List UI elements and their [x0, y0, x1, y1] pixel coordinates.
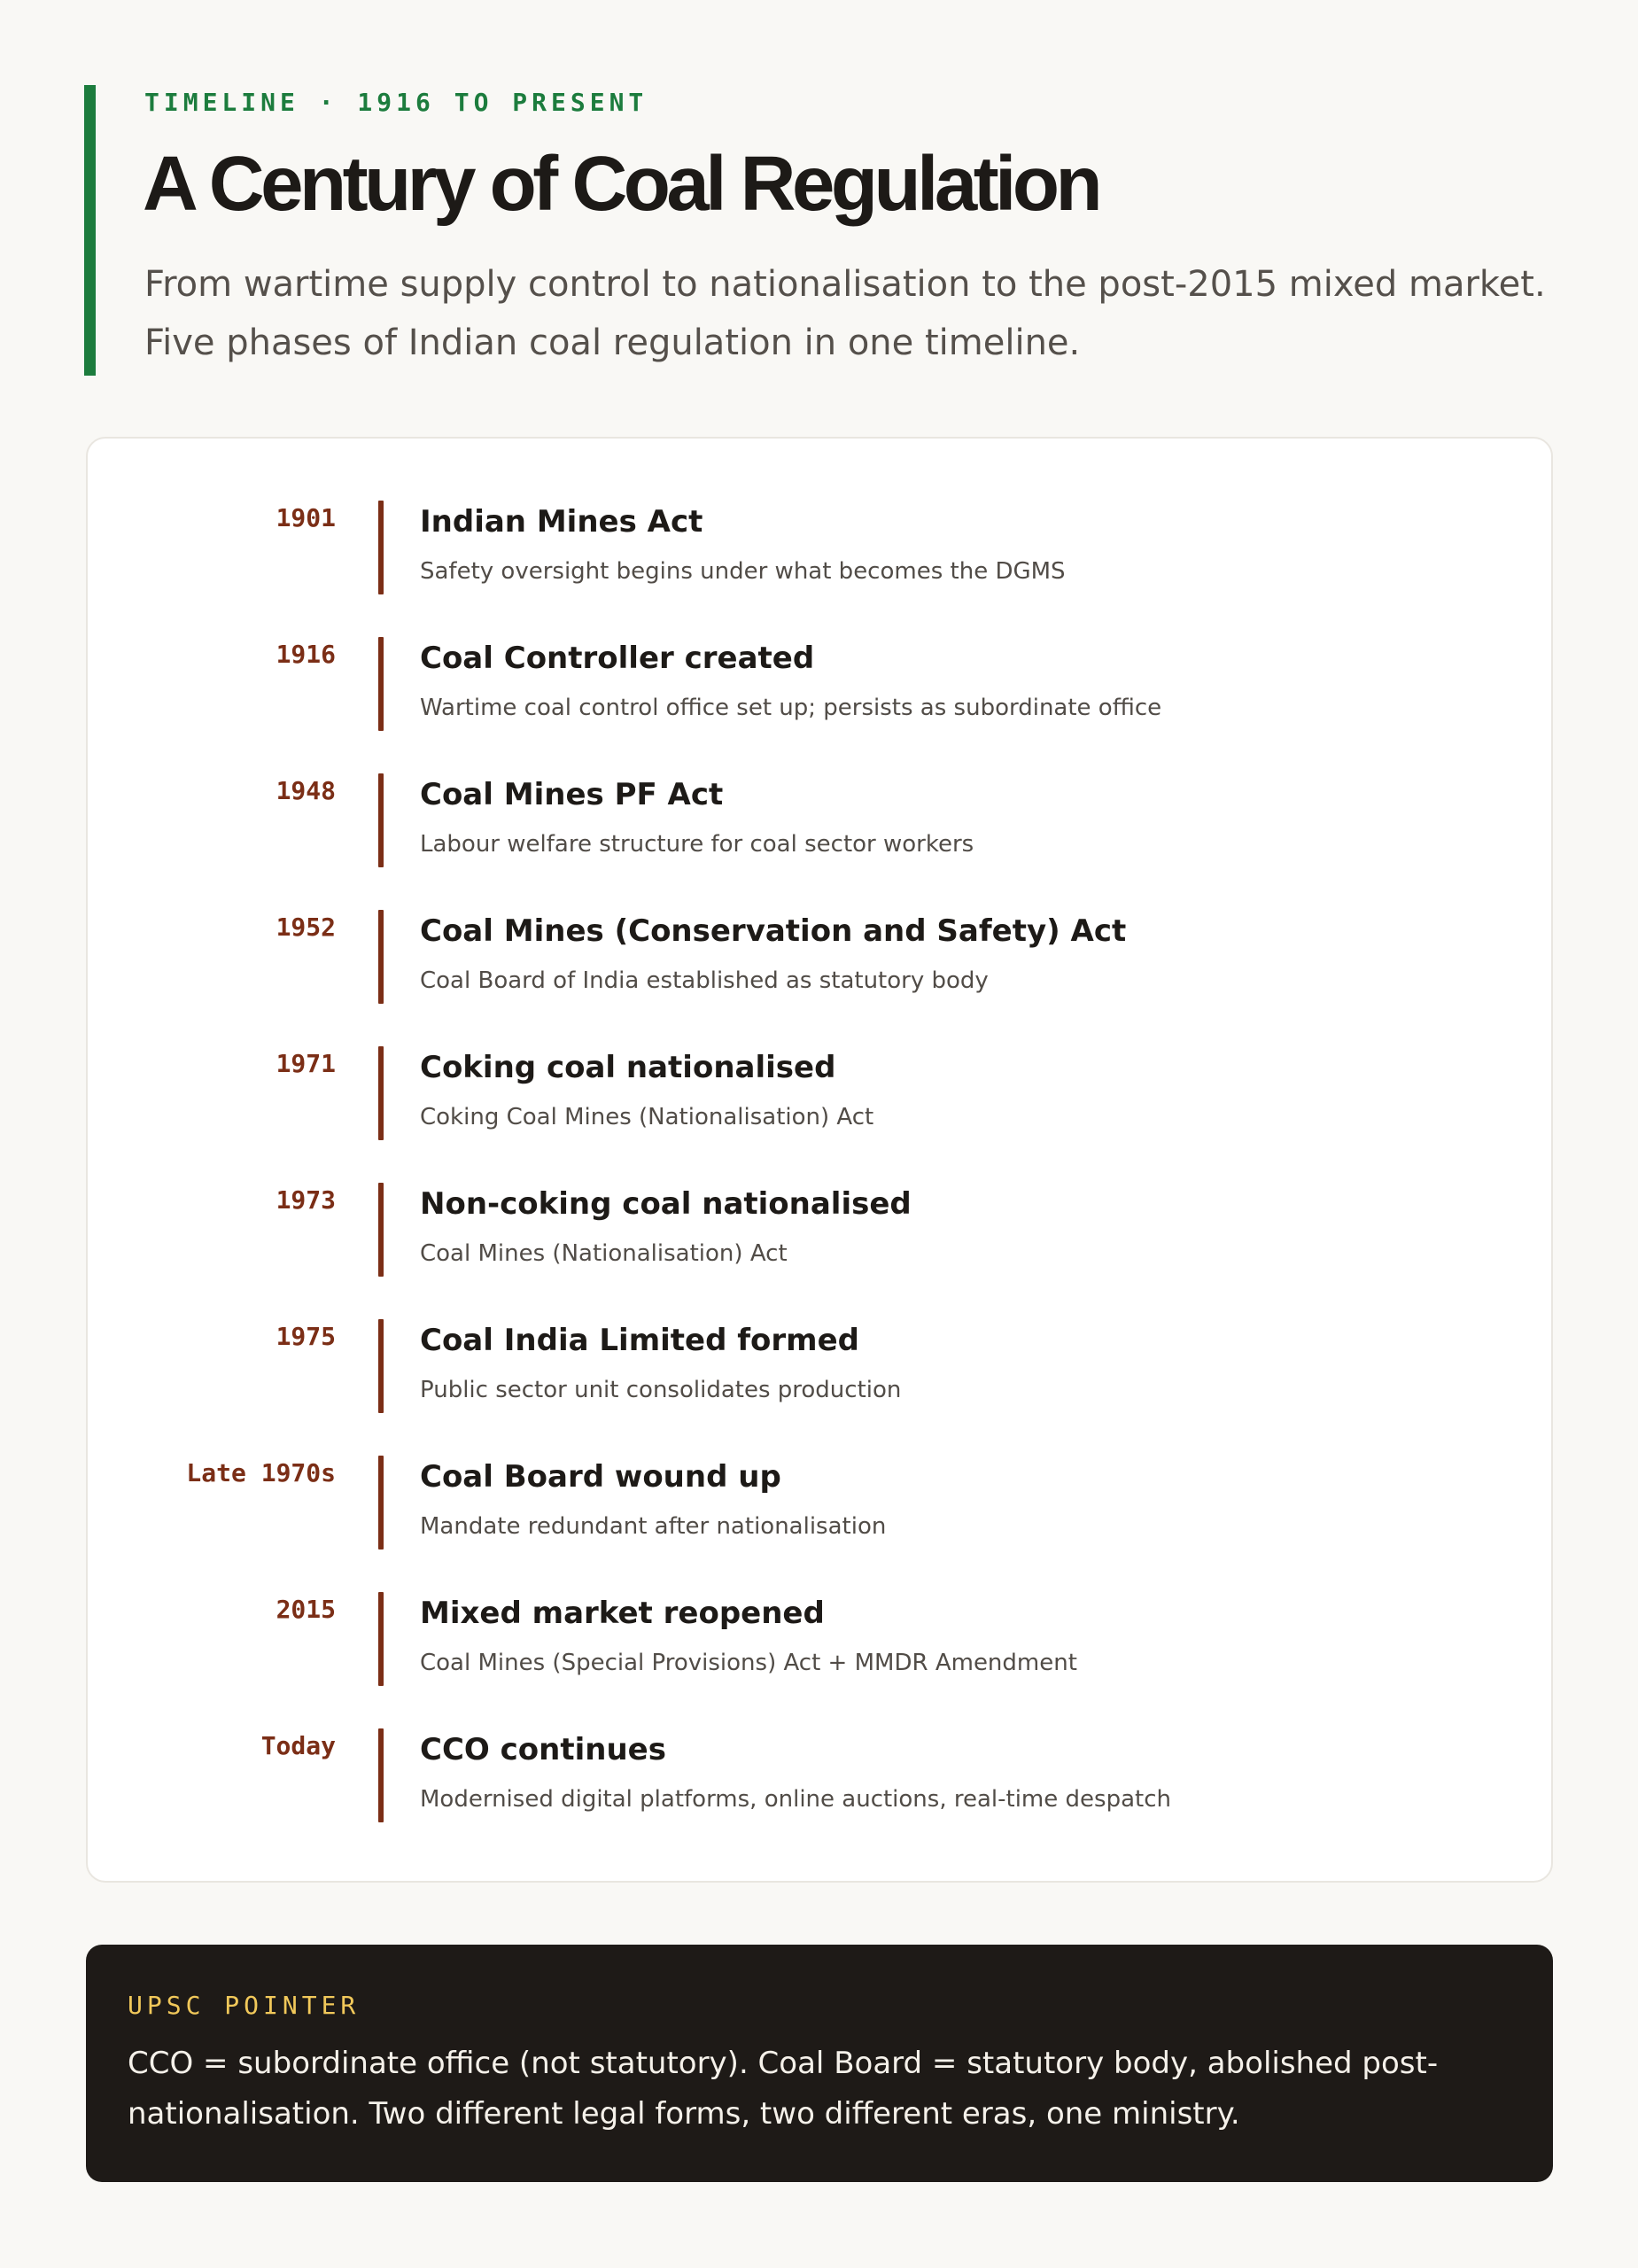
timeline-bar	[378, 1728, 384, 1822]
event-title: CCO continues	[420, 1732, 666, 1767]
event-year: 1973	[276, 1185, 336, 1215]
event-title: Coal India Limited formed	[420, 1323, 860, 1358]
timeline-bar	[378, 1592, 384, 1686]
upsc-pointer-box	[86, 1945, 1553, 2182]
event-title: Coking coal nationalised	[420, 1050, 836, 1085]
event-description: Coking Coal Mines (Nationalisation) Act	[420, 1104, 874, 1130]
timeline-event	[88, 501, 1551, 594]
timeline-bar	[378, 637, 384, 731]
timeline-event	[88, 1183, 1551, 1277]
event-year: 1971	[276, 1049, 336, 1078]
timeline-event	[88, 1728, 1551, 1822]
event-description: Wartime coal control office set up; persists as subordinate office	[420, 695, 1162, 721]
timeline-event	[88, 1592, 1551, 1686]
timeline-bar	[378, 1319, 384, 1413]
page-subtitle: From wartime supply control to nationalisation to the post-2015 mixed market. Five phases of Indian coal regulation in one timeline.	[144, 264, 1546, 363]
event-title: Coal Controller created	[420, 641, 815, 676]
page-header	[84, 85, 1555, 376]
event-year: 1948	[276, 776, 336, 805]
event-description: Coal Mines (Special Provisions) Act + MMDR Amendment	[420, 1650, 1077, 1676]
event-title: Non-coking coal nationalised	[420, 1186, 912, 1222]
timeline-bar	[378, 910, 384, 1004]
event-year: Late 1970s	[186, 1458, 336, 1487]
event-year: 1952	[276, 913, 336, 942]
page-title: A Century of Coal Regulation	[143, 141, 1099, 227]
timeline-bar	[378, 1046, 384, 1140]
event-year: 2015	[276, 1595, 336, 1624]
timeline-event	[88, 637, 1551, 731]
timeline-bar	[378, 773, 384, 867]
pointer-label: UPSC POINTER	[128, 1991, 361, 2020]
timeline-card	[86, 437, 1553, 1883]
timeline-bar	[378, 501, 384, 594]
header-eyebrow: TIMELINE · 1916 TO PRESENT	[144, 88, 648, 117]
timeline-bar	[378, 1183, 384, 1277]
event-year: 1901	[276, 503, 336, 532]
event-description: Modernised digital platforms, online auctions, real-time despatch	[420, 1786, 1171, 1813]
event-description: Coal Board of India established as statutory body	[420, 967, 989, 994]
timeline-event	[88, 1456, 1551, 1550]
timeline-event	[88, 1319, 1551, 1413]
event-title: Indian Mines Act	[420, 504, 703, 540]
event-year: 1916	[276, 640, 336, 669]
event-title: Coal Mines (Conservation and Safety) Act	[420, 913, 1127, 949]
event-title: Coal Board wound up	[420, 1459, 781, 1495]
event-year: 1975	[276, 1322, 336, 1351]
event-title: Mixed market reopened	[420, 1596, 825, 1631]
event-description: Mandate redundant after nationalisation	[420, 1513, 887, 1540]
pointer-text: CCO = subordinate office (not statutory). Coal Board = statutory body, abolished post-nationalisation. Two different legal forms, two different eras, one ministry.	[128, 2046, 1439, 2132]
event-description: Labour welfare structure for coal sector workers	[420, 831, 974, 858]
timeline-event	[88, 773, 1551, 867]
timeline-event	[88, 910, 1551, 1004]
event-description: Coal Mines (Nationalisation) Act	[420, 1240, 788, 1267]
event-title: Coal Mines PF Act	[420, 777, 724, 812]
timeline-event	[88, 1046, 1551, 1140]
timeline-bar	[378, 1456, 384, 1550]
event-year: Today	[260, 1731, 336, 1760]
event-description: Safety oversight begins under what becomes the DGMS	[420, 558, 1066, 585]
event-description: Public sector unit consolidates production	[420, 1377, 902, 1403]
